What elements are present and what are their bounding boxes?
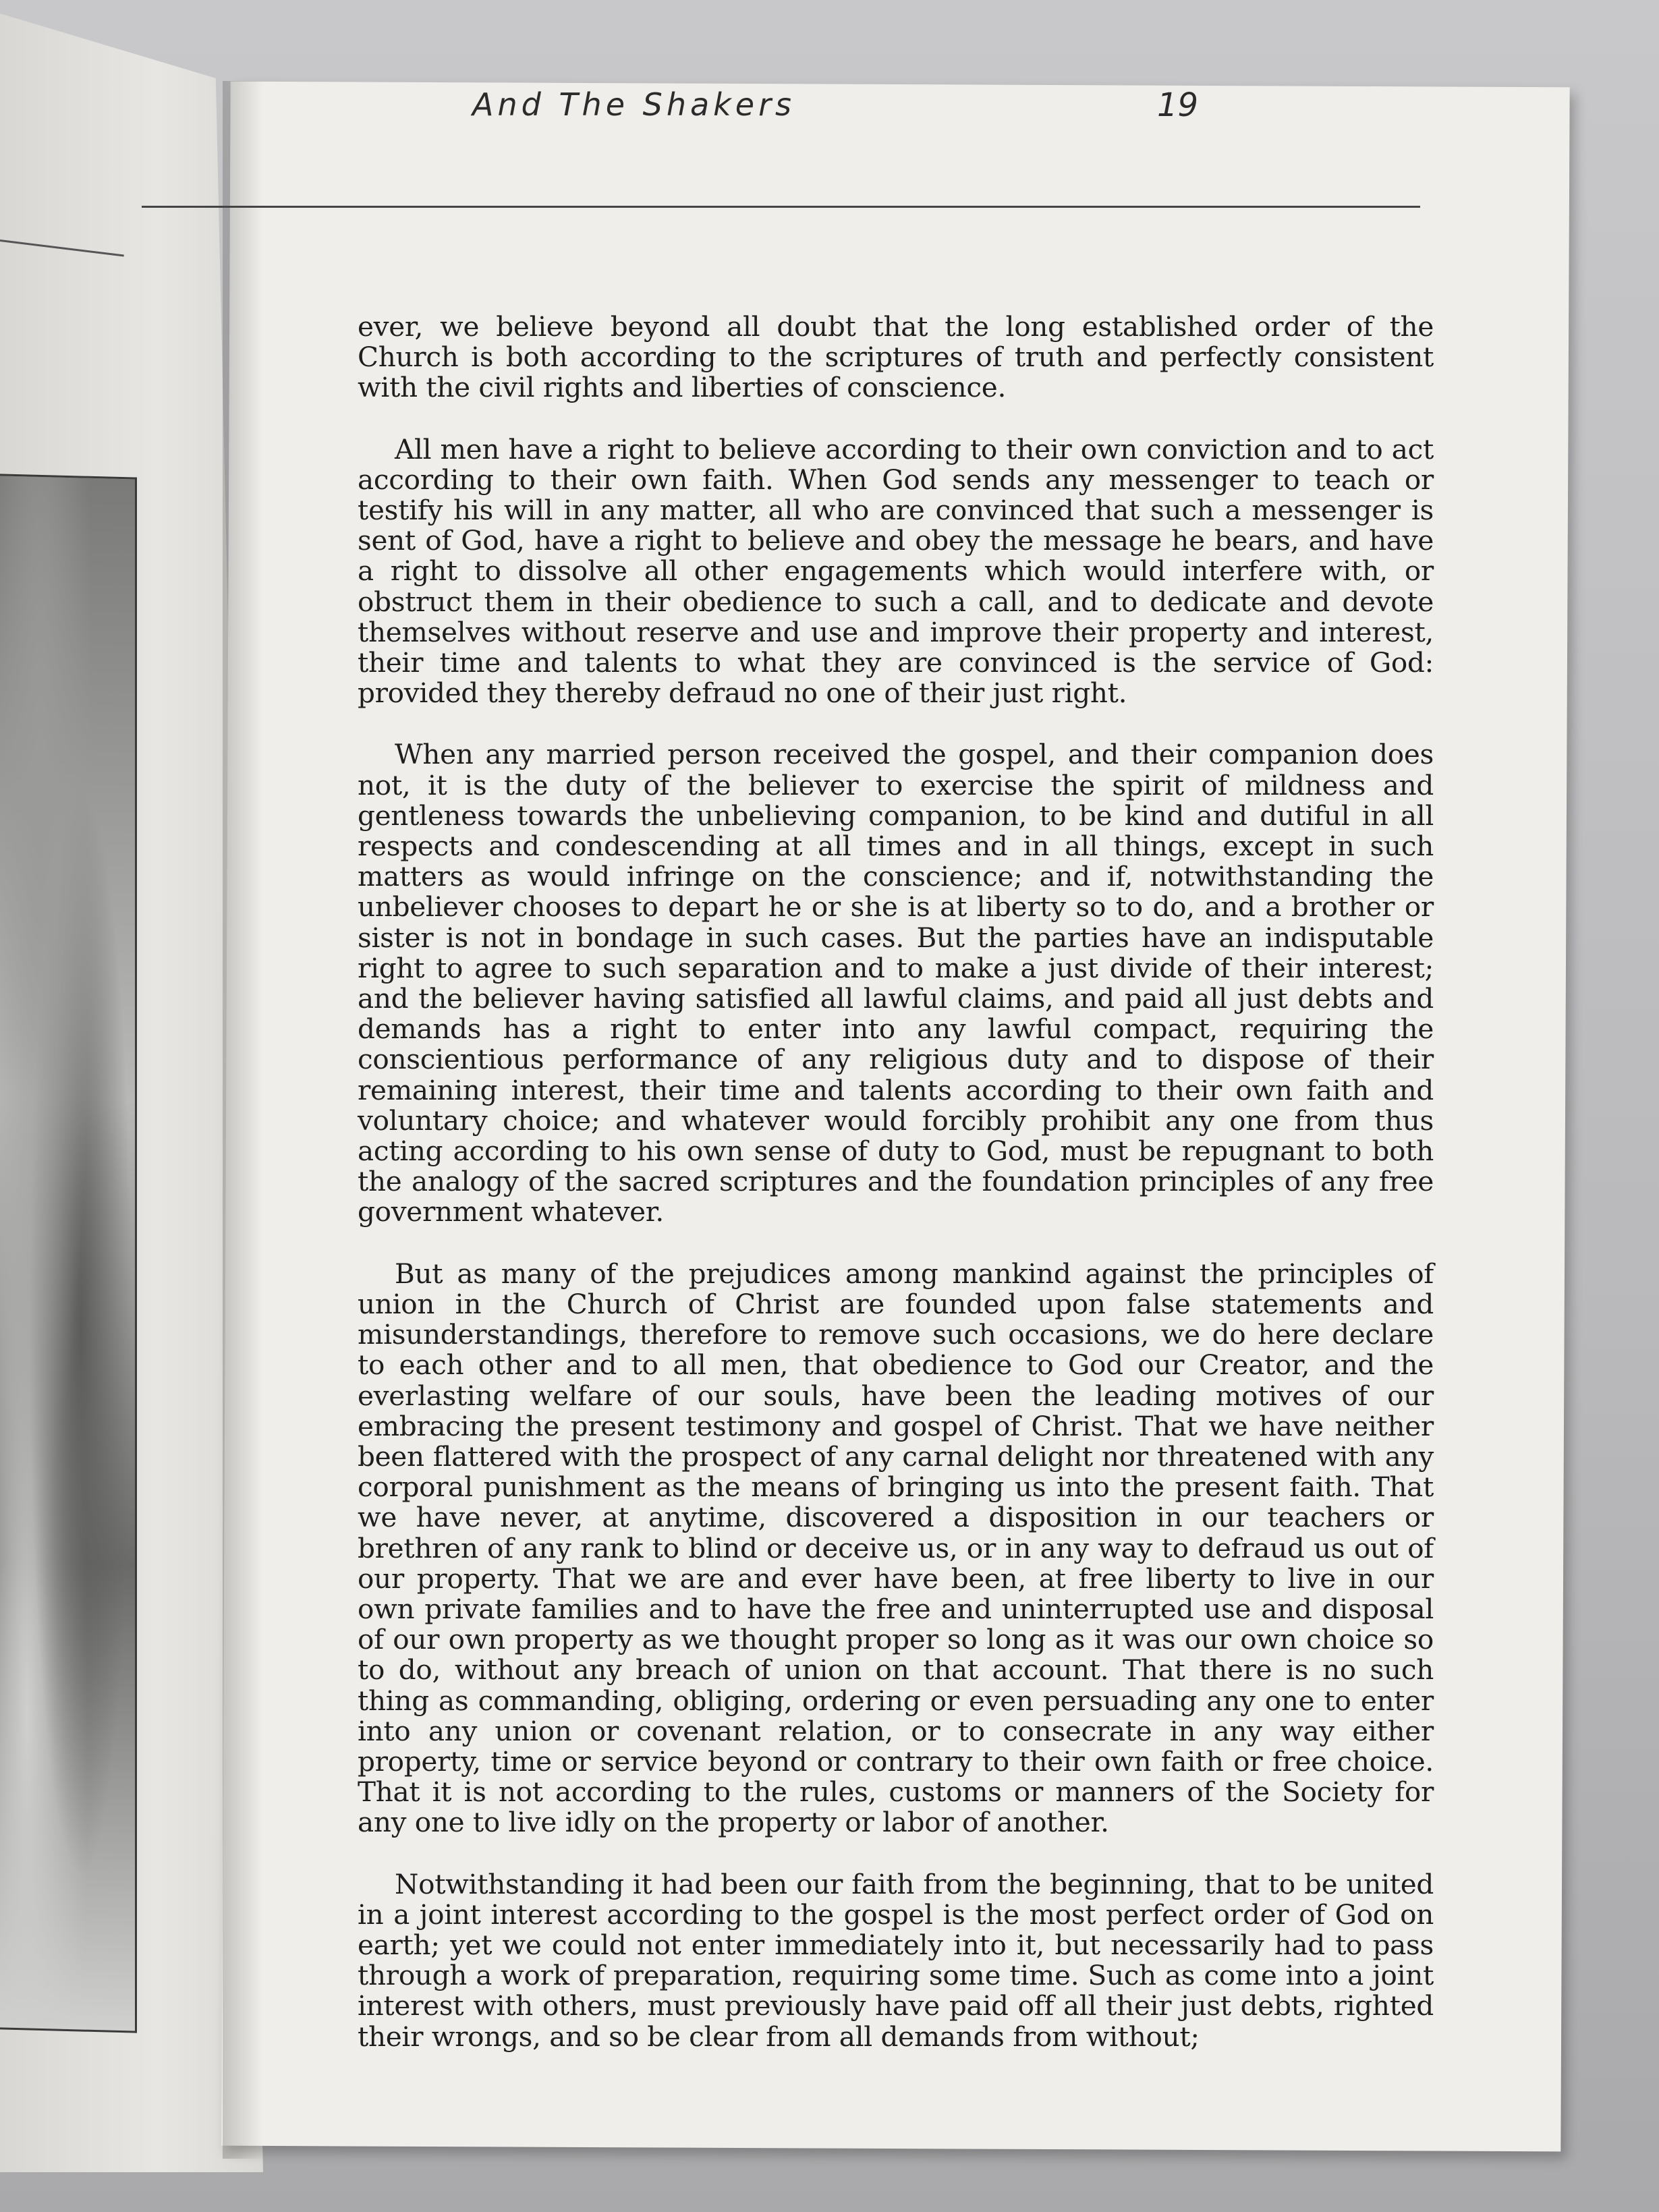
- paragraph: ever, we believe beyond all doubt that the long established order of the Church is both according to the scriptures of truth and perfectly consistent with the civil rights and liberties of conscience.: [358, 310, 1434, 404]
- facing-page-rule: [0, 239, 124, 257]
- running-title: And The Shakers: [472, 86, 795, 123]
- header-divider: [142, 206, 1420, 208]
- paragraph: But as many of the prejudices among mankind against the principles of union in the Church of Christ are founded upon false statements and misunderstandings, therefore to remove such occasions, we do here declare to each other and to all men, that obedience to God our Creator, and the everlasting welfare of our souls, have been the leading motives of our embracing the present testimony and gospel of Christ. That we have neither been flattered with the prospect of any carnal delight nor threatened with any corporal punishment as the means of bringing us into the present faith. That we have never, at anytime, discovered a disposition in our teachers or brethren of any rank to blind or deceive us, or in any way to defraud us out of our property. That we are and ever have been, at free liberty to live in our own private families and to have the free and uninterrupted use and disposal of our own property as we thought proper so long as it was our own choice so to do, without any breach of union on that account. That there is no such thing as commanding, obliging, ordering or even persuading any one to enter into any union or covenant relation, or to consecrate in any way either property, time or service beyond or contrary to their own faith or free choice. That it is not according to the rules, customs or manners of the Society for any one to live idly on the property or labor of another.: [358, 1257, 1434, 1839]
- page-number: 19: [1157, 86, 1199, 124]
- body-text: [358, 312, 1434, 2083]
- book-gutter-shadow: [223, 81, 263, 2159]
- paragraph: All men have a right to believe according to their own conviction and to act according to their own faith. When God sends any messenger to teach or testify his will in any matter, all who are convinced that such a messenger is sent of God, have a right to believe and obey the message he bears, and have a right to dissolve all other engagements which would interfere with, or obstruct them in their obedience to such a call, and to dedicate and devote themselves without reserve and use and improve their property and interest, their time and talents to what they are convinced is the service of God: provided they thereby defraud no one of their just right.: [358, 432, 1434, 710]
- paragraph: Notwithstanding it had been our faith from the beginning, that to be united in a joint interest according to the gospel is the most perfect order of God on earth; yet we could not enter immediately into it, but necessarily had to pass through a work of preparation, requiring some time. Such as come into a joint interest with others, must previously have paid off all their just debts, righted their wrongs, and so be clear from all demands from without;: [358, 1867, 1434, 2053]
- paragraph: When any married person received the gospel, and their companion does not, it is the duty of the believer to exercise the spirit of mildness and gentleness towards the unbelieving companion, to be kind and dutiful in all respects and condescending at all times and in all things, except in such matters as would infringe on the conscience; and if, notwithstanding the unbeliever chooses to depart he or she is at liberty so to do, and a brother or sister is not in bondage in such cases. But the parties have an indisputable right to agree to such separation and to make a just divide of their interest; and the believer having satisfied all lawful claims, and paid all just debts and demands has a right to enter into any lawful compact, requiring the conscientious performance of any religious duty and to dispose of their remaining interest, their time and talents according to their own faith and voluntary choice; and whatever would forcibly prohibit any one from thus acting according to his own sense of duty to God, must be repugnant to both the analogy of the sacred scriptures and the foundation principles of any free government whatever.: [358, 738, 1434, 1228]
- facing-page-photograph: [0, 474, 137, 2033]
